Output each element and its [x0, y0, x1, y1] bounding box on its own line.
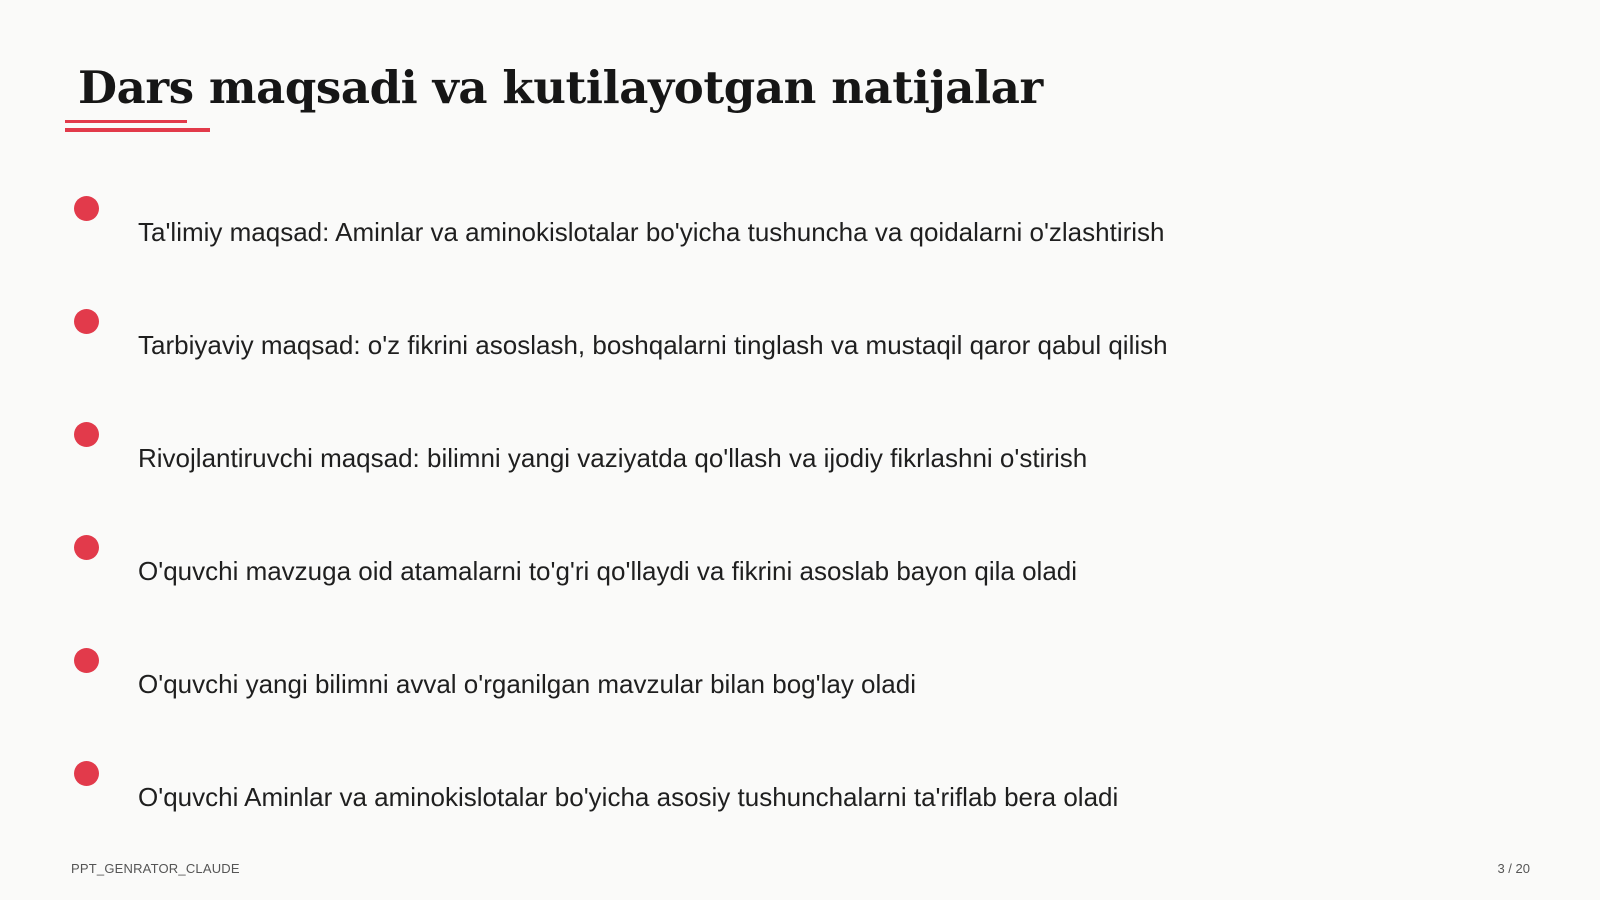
- list-item: [0, 535, 1300, 635]
- bullet-text: O'quvchi mavzuga oid atamalarni to'g'ri qo'llaydi va fikrini asoslab bayon qila oladi: [138, 556, 1078, 586]
- bullet-dot-icon: [74, 422, 99, 447]
- slide-title: Dars maqsadi va kutilayotgan natijalar: [78, 61, 1043, 114]
- page-indicator: 3 / 20: [1497, 861, 1530, 876]
- bullet-dot-icon: [74, 309, 99, 334]
- bullet-text: Rivojlantiruvchi maqsad: bilimni yangi vaziyatda qo'llash va ijodiy fikrlashni o'stirish: [138, 443, 1088, 473]
- bullet-text: Ta'limiy maqsad: Aminlar va aminokislotalar bo'yicha tushuncha va qoidalarni o'zlashtirish: [138, 217, 1165, 247]
- bullet-text: Tarbiyaviy maqsad: o'z fikrini asoslash, boshqalarni tinglash va mustaqil qaror qabul qilish: [138, 330, 1168, 360]
- list-item: [0, 196, 1300, 296]
- bullet-dot-icon: [74, 196, 99, 221]
- bullet-text: O'quvchi Aminlar va aminokislotalar bo'yicha asosiy tushunchalarni ta'riflab bera oladi: [138, 782, 1119, 812]
- list-item: [0, 422, 1300, 522]
- footer-brand: PPT_GENRATOR_CLAUDE: [71, 861, 240, 876]
- list-item: [0, 309, 1300, 409]
- bullet-dot-icon: [74, 648, 99, 673]
- list-item: [0, 648, 1300, 748]
- bullet-dot-icon: [74, 535, 99, 560]
- list-item: [0, 761, 1300, 861]
- bullet-dot-icon: [74, 761, 99, 786]
- bullet-text: O'quvchi yangi bilimni avval o'rganilgan mavzular bilan bog'lay oladi: [138, 669, 916, 699]
